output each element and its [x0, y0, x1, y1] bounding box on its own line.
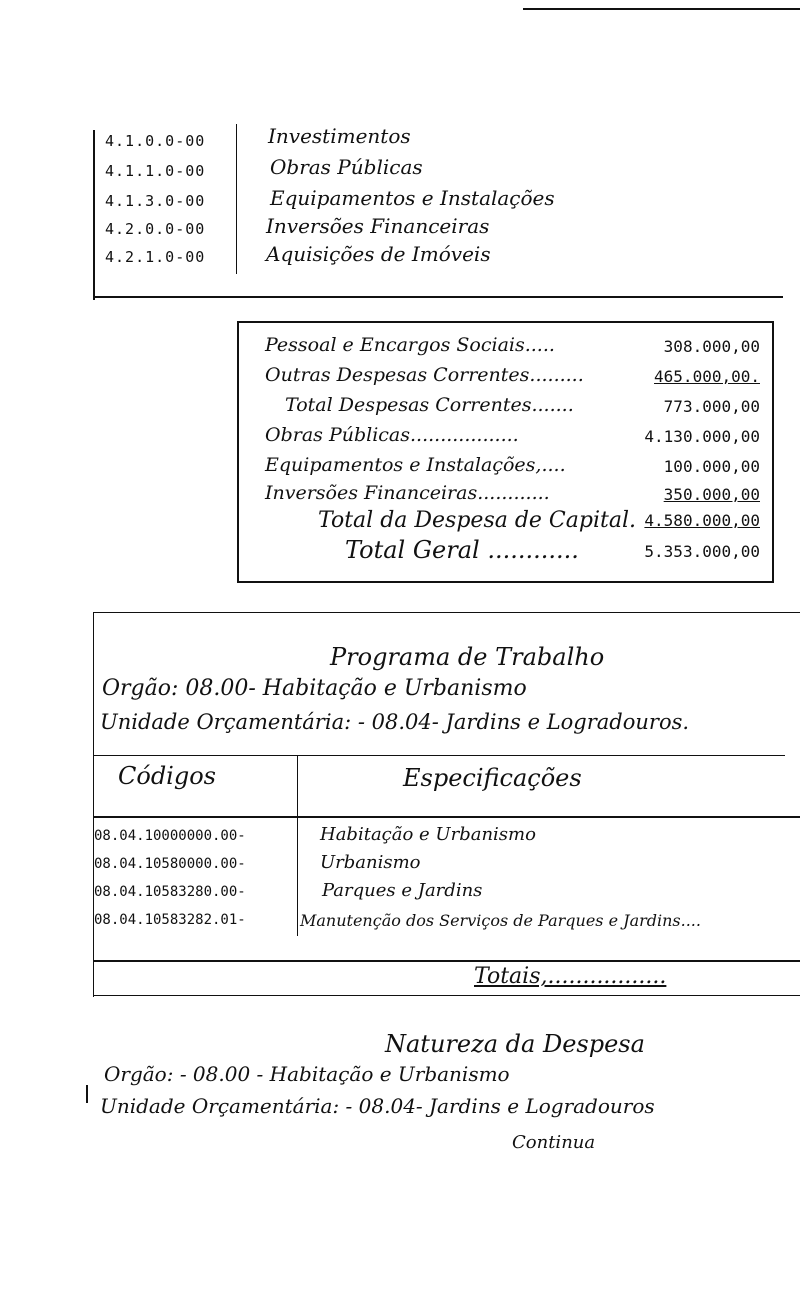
- section-divider: [93, 612, 800, 613]
- investment-label: Equipamentos e Instalações: [270, 186, 555, 210]
- investment-label: Obras Públicas: [270, 155, 423, 179]
- table-row: [94, 908, 794, 934]
- investment-label: Aquisições de Imóveis: [266, 242, 491, 266]
- table-row: [94, 852, 794, 878]
- table-column-rule: [297, 755, 298, 818]
- program-title: Programa de Trabalho: [330, 643, 605, 671]
- nature-title: Natureza da Despesa: [385, 1030, 645, 1058]
- summary-row: [265, 424, 760, 446]
- investment-label: Inversões Financeiras: [266, 214, 490, 238]
- row-code: 08.04.10583282.01-: [94, 912, 246, 928]
- left-tick: [86, 1085, 88, 1103]
- left-rule: [93, 130, 95, 300]
- summary-row: [265, 364, 760, 386]
- summary-value: 4.580.000,00: [644, 511, 760, 530]
- summary-label: Pessoal e Encargos Sociais.....: [265, 334, 555, 356]
- summary-value: 350.000,00: [663, 485, 760, 504]
- summary-label: Outras Despesas Correntes.........: [265, 364, 584, 386]
- summary-value: 4.130.000,00: [644, 427, 760, 446]
- table-row: [94, 824, 794, 850]
- summary-value: 5.353.000,00: [644, 542, 760, 561]
- continua-label: Continua: [512, 1132, 596, 1153]
- nature-orgao: Orgão: - 08.00 - Habitação e Urbanismo: [104, 1062, 510, 1086]
- program-unidade: Unidade Orçamentária: - 08.04- Jardins e Logradouros.: [100, 710, 690, 734]
- row-spec: Habitação e Urbanismo: [320, 824, 536, 845]
- summary-row: [265, 482, 760, 504]
- table-row: [94, 880, 794, 906]
- row-code: 08.04.10580000.00-: [94, 856, 246, 872]
- section-divider: [93, 995, 800, 996]
- summary-value: 100.000,00: [663, 457, 760, 476]
- table-column-rule-body: [297, 818, 298, 936]
- summary-value: 465.000,00.: [654, 367, 760, 386]
- table-header-rule: [93, 816, 800, 818]
- summary-label: Inversões Financeiras............: [265, 482, 550, 504]
- col-codes-header: Códigos: [118, 762, 216, 790]
- summary-label: Obras Públicas..................: [265, 424, 519, 446]
- investment-code: 4.1.3.0-00: [105, 192, 206, 210]
- investment-code: 4.1.1.0-00: [105, 162, 206, 180]
- program-orgao: Orgão: 08.00- Habitação e Urbanismo: [102, 676, 527, 701]
- top-rule: [523, 8, 800, 10]
- summary-row: [285, 394, 760, 416]
- table-top-rule: [93, 755, 785, 756]
- investment-code: 4.2.0.0-00: [105, 220, 206, 238]
- summary-label: Total da Despesa de Capital.: [318, 508, 636, 533]
- section-divider: [93, 296, 783, 298]
- left-rule-lower: [93, 612, 94, 997]
- summary-value: 773.000,00: [663, 397, 760, 416]
- summary-label: Total Geral ............: [345, 536, 579, 564]
- investment-code: 4.2.1.0-00: [105, 248, 206, 266]
- summary-label: Total Despesas Correntes.......: [285, 394, 574, 416]
- summary-row: [265, 334, 760, 356]
- totals-rule: [93, 960, 800, 962]
- investments-separator: [236, 124, 237, 274]
- summary-label: Equipamentos e Instalações,....: [265, 454, 566, 476]
- nature-unidade: Unidade Orçamentária: - 08.04- Jardins e Logradouros: [100, 1094, 655, 1118]
- row-spec: Urbanismo: [320, 852, 421, 873]
- totals-label: Totais,.................: [474, 964, 667, 989]
- row-spec: Parques e Jardins: [322, 880, 483, 901]
- summary-row: [345, 536, 760, 564]
- summary-row: [265, 454, 760, 476]
- summary-row: [318, 508, 760, 533]
- col-spec-header: Especificações: [403, 764, 582, 792]
- row-code: 08.04.10583280.00-: [94, 884, 246, 900]
- row-code: 08.04.10000000.00-: [94, 828, 246, 844]
- row-spec: Manutenção dos Serviços de Parques e Jardins....: [300, 911, 701, 930]
- investment-code: 4.1.0.0-00: [105, 132, 206, 150]
- investment-label: Investimentos: [268, 124, 411, 148]
- summary-value: 308.000,00: [663, 337, 760, 356]
